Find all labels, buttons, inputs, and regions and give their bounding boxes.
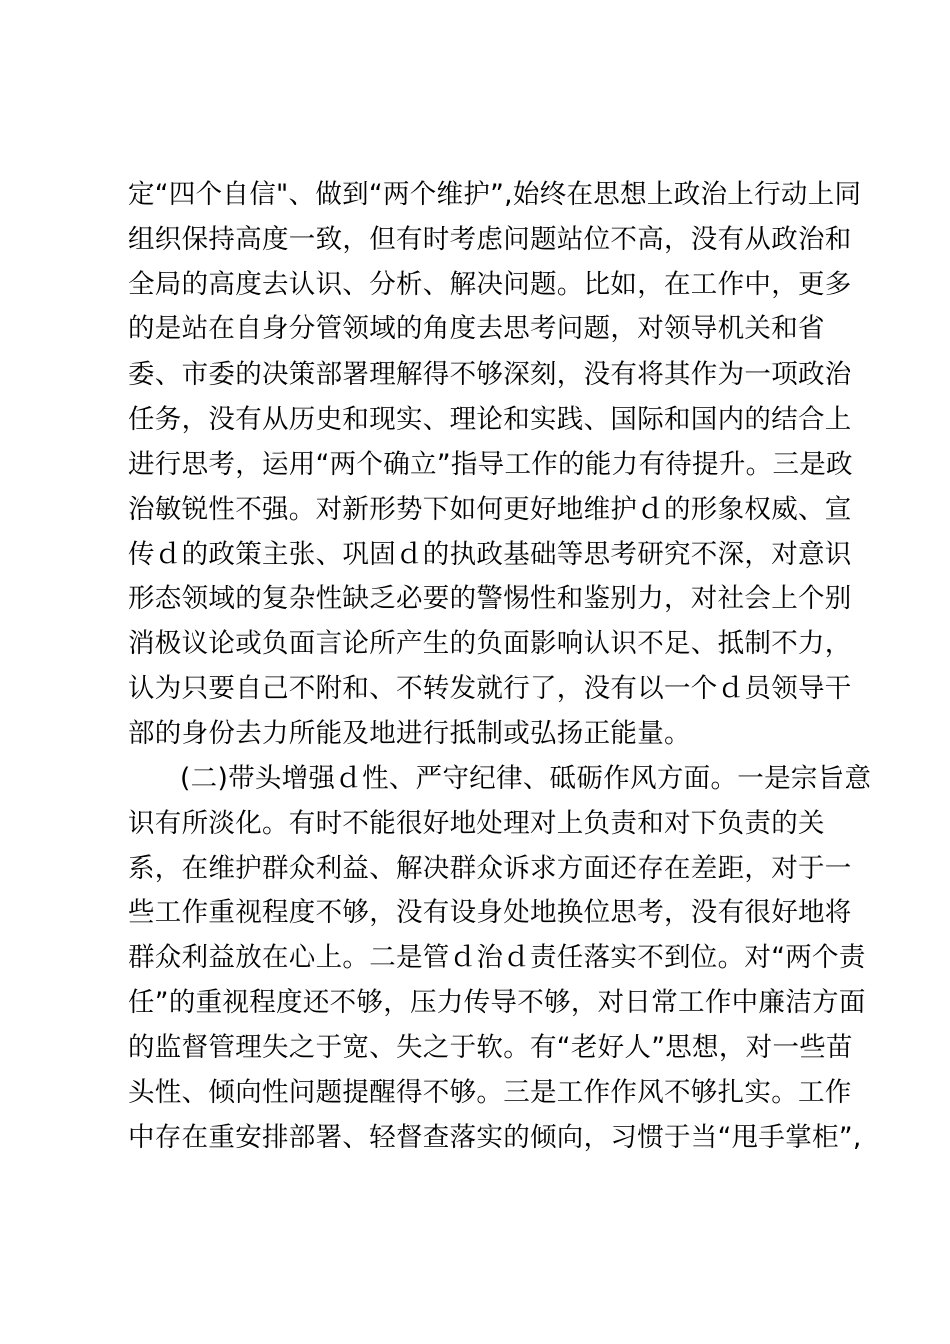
text-line: 系，在维护群众利益、解决群众诉求方面还存在差距，对于一 — [128, 853, 852, 884]
text-line: 全局的高度去认识、分析、解决问题。比如，在工作中，更多 — [128, 269, 852, 300]
text-line: 群众利益放在心上。二是管ｄ治ｄ责任落实不到位。对“两个责 — [128, 942, 866, 973]
text-line: 的监督管理失之于宽、失之于软。有“老好人”思想，对一些苗 — [128, 1032, 853, 1063]
text-line: 消极议论或负面言论所产生的负面影响认识不足、抵制不力， — [128, 628, 852, 659]
text-line: 任务，没有从历史和现实、理论和实践、国际和国内的结合上 — [128, 404, 852, 435]
text-line: 中存在重安排部署、轻督查落实的倾向，习惯于当“甩手掌柜”, — [128, 1122, 862, 1153]
text-line: 识有所淡化。有时不能很好地处理对上负责和对下负责的关 — [128, 808, 825, 839]
text-line: 头性、倾向性问题提醒得不够。三是工作作风不够扎实。工作 — [128, 1077, 852, 1108]
text-line: 些工作重视程度不够，没有设身处地换位思考，没有很好地将 — [128, 897, 852, 928]
text-line: 部的身份去力所能及地进行抵制或弘扬正能量。 — [128, 718, 691, 749]
paragraph-first-line: (二)带头增强ｄ性、严守纪律、砥砺作风方面。一是宗旨意 — [180, 763, 872, 794]
text-line: 传ｄ的政策主张、巩固ｄ的执政基础等思考研究不深，对意识 — [128, 539, 852, 570]
text-line: 认为只要自己不附和、不转发就行了，没有以一个ｄ员领导干 — [128, 673, 852, 704]
text-line: 组织保持高度一致，但有时考虑问题站位不高，没有从政治和 — [128, 224, 852, 255]
text-line: 进行思考，运用“两个确立”指导工作的能力有待提升。三是政 — [128, 449, 853, 480]
text-line: 委、市委的决策部署理解得不够深刻，没有将其作为一项政治 — [128, 359, 852, 390]
text-line: 定“四个自信"、做到“两个维护”,始终在思想上政治上行动上同 — [128, 179, 862, 210]
text-line: 的是站在自身分管领域的角度去思考问题，对领导机关和省 — [128, 313, 825, 344]
text-line: 任”的重视程度还不够，压力传导不够，对日常工作中廉洁方面 — [128, 987, 866, 1018]
text-line: 形态领域的复杂性缺乏必要的警惕性和鉴别力，对社会上个别 — [128, 583, 852, 614]
text-line: 治敏锐性不强。对新形势下如何更好地维护ｄ的形象权威、宣 — [128, 494, 852, 525]
